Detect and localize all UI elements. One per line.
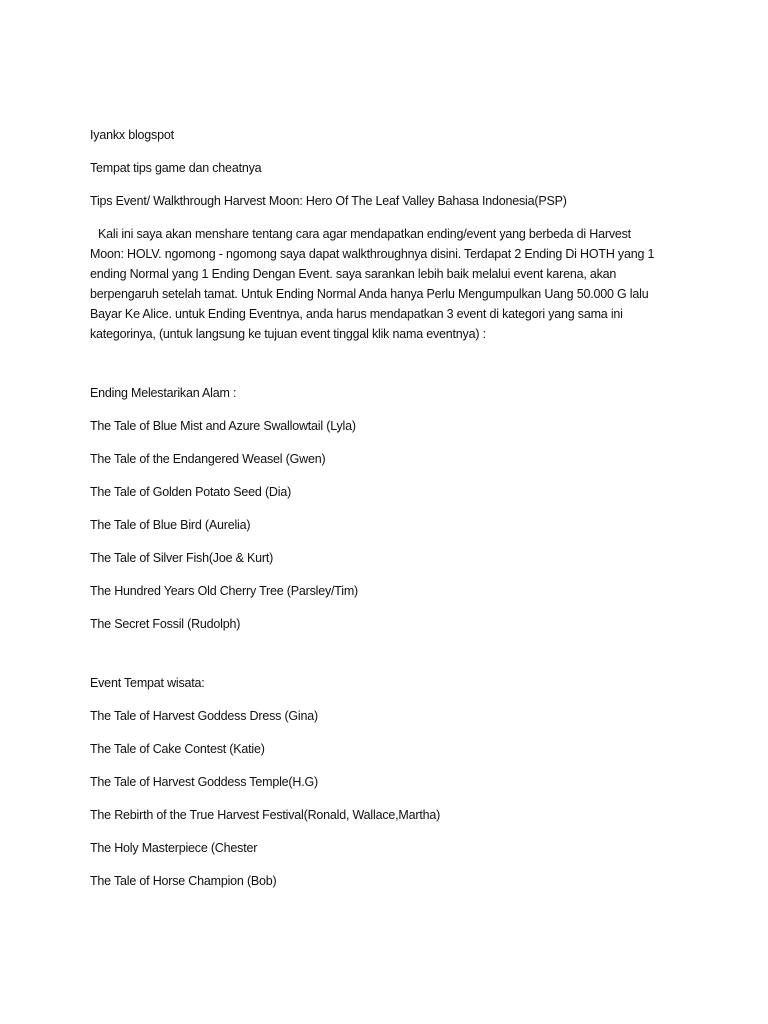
intro-line: Bayar Ke Alice. untuk Ending Eventnya, anda harus mendapatkan 3 event di kategori yang sama ini [90, 307, 623, 321]
event-item[interactable]: The Tale of Golden Potato Seed (Dia) [90, 485, 292, 499]
section-heading-alam: Ending Melestarikan Alam : [90, 386, 237, 400]
intro-paragraph [90, 224, 670, 344]
event-item[interactable]: The Tale of Cake Contest (Katie) [90, 742, 265, 756]
blog-tagline: Tempat tips game dan cheatnya [90, 161, 262, 175]
intro-line: Kali ini saya akan menshare tentang cara agar mendapatkan ending/event yang berbeda di Harvest [98, 227, 631, 241]
event-item[interactable]: The Holy Masterpiece (Chester [90, 841, 258, 855]
intro-line: ending Normal yang 1 Ending Dengan Event. saya sarankan lebih baik melalui event karena, akan [90, 267, 617, 281]
intro-line: kategorinya, (untuk langsung ke tujuan event tinggal klik nama eventnya) : [90, 327, 486, 341]
intro-line: berpengaruh setelah tamat. Untuk Ending Normal Anda hanya Perlu Mengumpulkan Uang 50.000 G lalu [90, 287, 649, 301]
event-item[interactable]: The Tale of Blue Bird (Aurelia) [90, 518, 251, 532]
event-item[interactable]: The Secret Fossil (Rudolph) [90, 617, 241, 631]
event-item[interactable]: The Tale of Horse Champion (Bob) [90, 874, 277, 888]
event-item[interactable]: The Tale of the Endangered Weasel (Gwen) [90, 452, 326, 466]
event-item[interactable]: The Tale of Blue Mist and Azure Swallowtail (Lyla) [90, 419, 356, 433]
intro-line: Moon: HOLV. ngomong - ngomong saya dapat walkthroughnya disini. Terdapat 2 Ending Di HOTH yang 1 [90, 247, 655, 261]
document-page [90, 125, 670, 891]
event-item[interactable]: The Tale of Harvest Goddess Dress (Gina) [90, 709, 318, 723]
section-heading-wisata: Event Tempat wisata: [90, 676, 205, 690]
post-title: Tips Event/ Walkthrough Harvest Moon: Hero Of The Leaf Valley Bahasa Indonesia(PSP) [90, 194, 567, 208]
event-item[interactable]: The Tale of Harvest Goddess Temple(H.G) [90, 775, 318, 789]
event-item[interactable]: The Tale of Silver Fish(Joe & Kurt) [90, 551, 274, 565]
blog-name: Iyankx blogspot [90, 128, 174, 142]
event-item[interactable]: The Rebirth of the True Harvest Festival(Ronald, Wallace,Martha) [90, 808, 441, 822]
event-item[interactable]: The Hundred Years Old Cherry Tree (Parsley/Tim) [90, 584, 359, 598]
